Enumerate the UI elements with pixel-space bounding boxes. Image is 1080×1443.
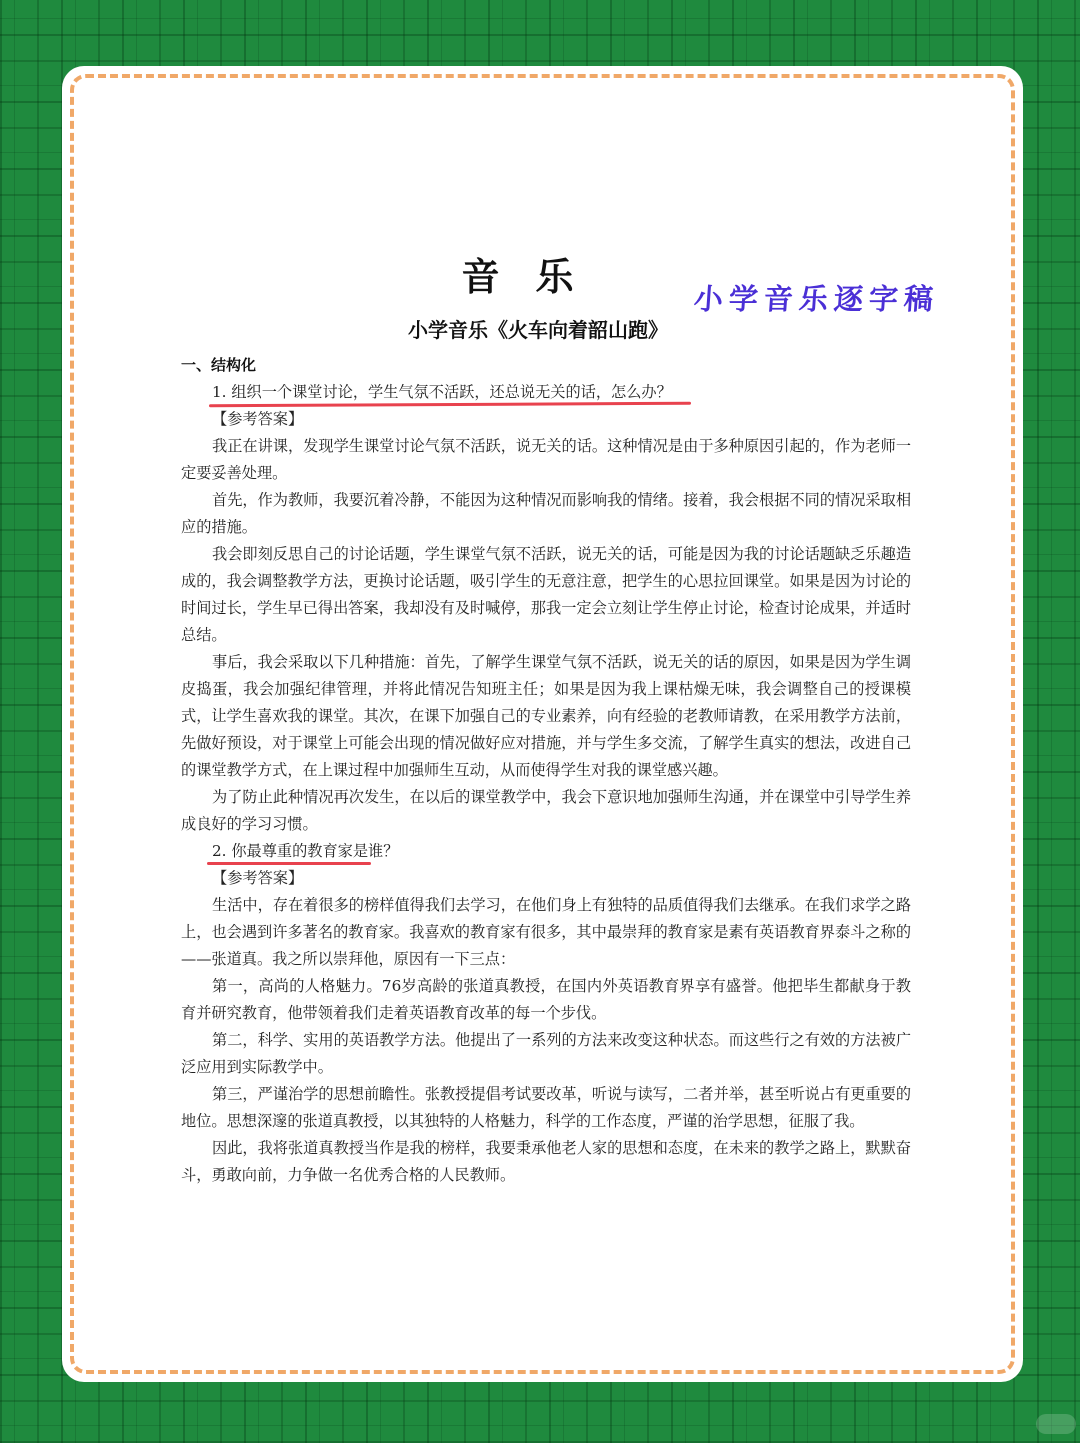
answer-1-paragraph: 首先，作为教师，我要沉着冷静，不能因为这种情况而影响我的情绪。接着，我会根据不同的情况采取相应的措施。	[181, 491, 911, 536]
question-1	[181, 379, 911, 406]
answer-2-paragraph: 生活中，存在着很多的榜样值得我们去学习，在他们身上有独特的品质值得我们去继承。在我们求学之路上，也会遇到许多著名的教育家。我喜欢的教育家有很多，其中最崇拜的教育家是素有英语教育界泰斗之称的——张道真。我之所以崇拜他，原因有一下三点：	[181, 896, 911, 968]
answer-label-2: 【参考答案】	[212, 869, 304, 887]
question-2-text: 2. 你最尊重的教育家是谁？	[212, 842, 399, 860]
watermark-badge	[1036, 1414, 1076, 1434]
lesson-subtitle: 小学音乐《火车向着韶山跑》	[408, 318, 668, 342]
document-body	[181, 352, 911, 1189]
answer-2-paragraph: 因此，我将张道真教授当作是我的榜样，我要秉承他老人家的思想和态度，在未来的教学之路上，默默奋斗，勇敢向前，力争做一名优秀合格的人民教师。	[181, 1139, 911, 1184]
handwritten-label: 小学音乐逐字稿	[692, 282, 941, 316]
answer-1-paragraph: 为了防止此种情况再次发生，在以后的课堂教学中，我会下意识地加强师生沟通，并在课堂中引导学生养成良好的学习习惯。	[181, 788, 911, 833]
answer-2-paragraph: 第三，严谨治学的思想前瞻性。张教授提倡考试要改革，听说与读写，二者并举，甚至听说占有更重要的地位。思想深邃的张道真教授，以其独特的人格魅力，科学的工作态度，严谨的治学思想，征服了我。	[181, 1085, 911, 1130]
section-heading: 一、结构化	[181, 356, 257, 374]
page-title: 音乐	[461, 255, 610, 299]
document-card	[62, 66, 1023, 1382]
question-2	[181, 838, 911, 865]
question-2-underline	[207, 862, 371, 865]
answer-1-paragraph: 事后，我会采取以下几种措施：首先，了解学生课堂气氛不活跃，说无关的话的原因，如果是因为学生调皮捣蛋，我会加强纪律管理，并将此情况告知班主任；如果是因为我上课枯燥无味，我会调整自己的授课模式，让学生喜欢我的课堂。其次，在课下加强自己的专业素养，向有经验的老教师请教，在采用教学方法前，先做好预设，对于课堂上可能会出现的情况做好应对措施，并与学生多交流，了解学生真实的想法，改进自己的课堂教学方式，在上课过程中加强师生互动，从而使得学生对我的课堂感兴趣。	[181, 653, 911, 779]
answer-label-1: 【参考答案】	[212, 410, 304, 428]
answer-1-paragraph: 我会即刻反思自己的讨论话题，学生课堂气氛不活跃，说无关的话，可能是因为我的讨论话题缺乏乐趣造成的，我会调整教学方法，更换讨论话题，吸引学生的无意注意，把学生的心思拉回课堂。如果是因为讨论的时间过长，学生早已得出答案，我却没有及时喊停，那我一定会立刻让学生停止讨论，检查讨论成果，并适时总结。	[181, 545, 911, 644]
answer-2-paragraph: 第二，科学、实用的英语教学方法。他提出了一系列的方法来改变这种状态。而这些行之有效的方法被广泛应用到实际教学中。	[181, 1031, 911, 1076]
answer-2-paragraph: 第一，高尚的人格魅力。76岁高龄的张道真教授，在国内外英语教育界享有盛誉。他把毕生都献身于教育并研究教育，他带领着我们走着英语教育改革的每一个步伐。	[181, 977, 911, 1022]
answer-1-paragraph: 我正在讲课，发现学生课堂讨论气氛不活跃，说无关的话。这种情况是由于多种原因引起的，作为老师一定要妥善处理。	[181, 437, 911, 482]
question-1-text: 1. 组织一个课堂讨论，学生气氛不活跃，还总说无关的话，怎么办？	[212, 383, 672, 401]
